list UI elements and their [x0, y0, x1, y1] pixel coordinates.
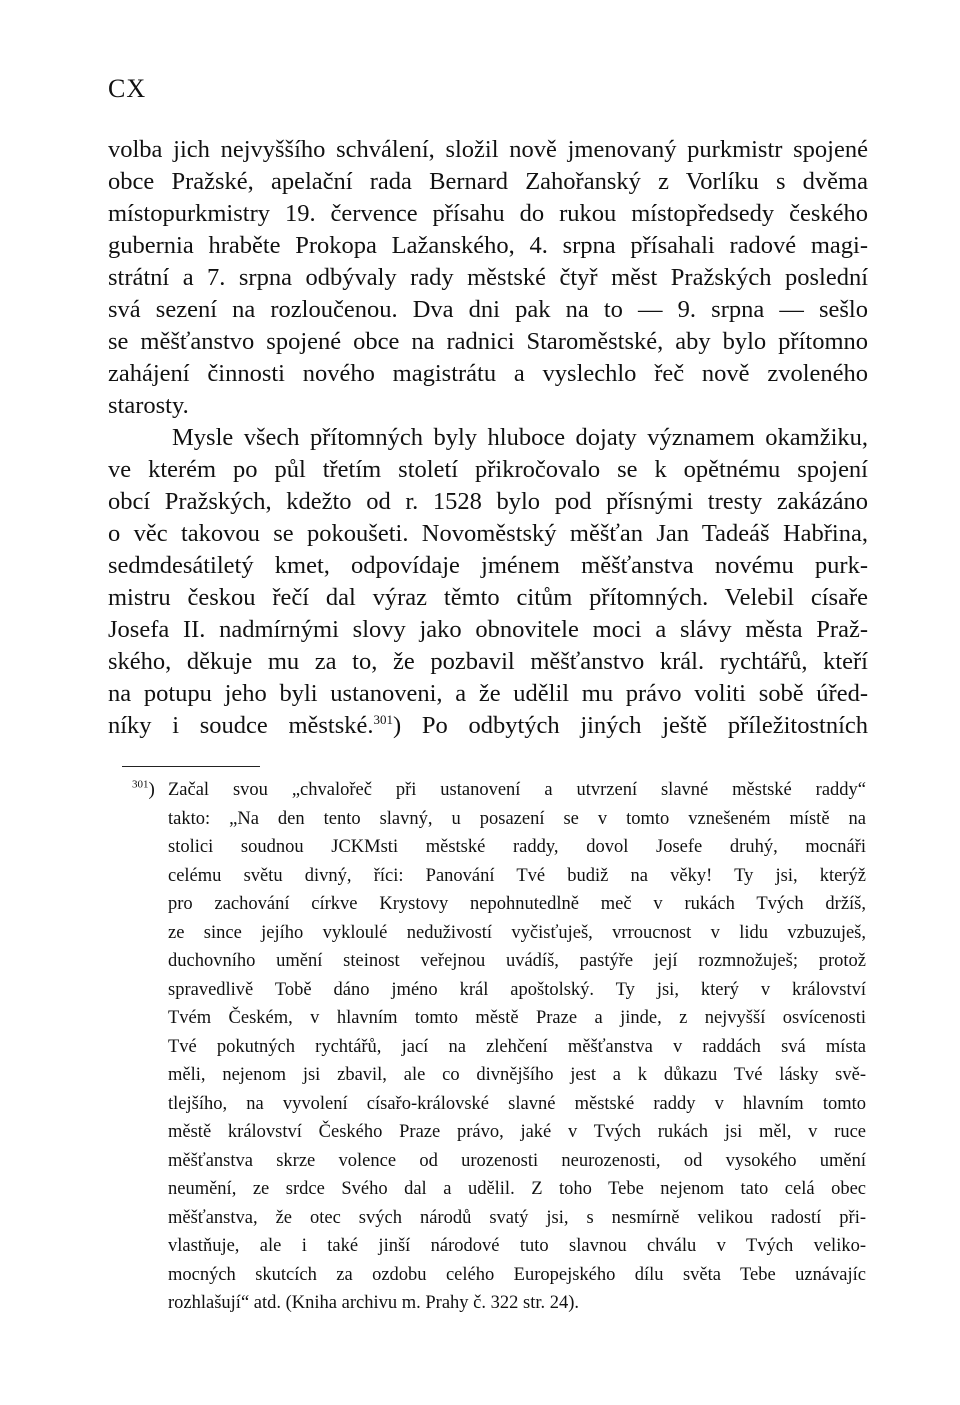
- text-line: obcí Pražských, kdežto od r. 1528 bylo pod přísnými tresty zakázáno: [108, 488, 868, 515]
- footnote-line: tlejšího, na vyvolení císařo-královské slavné městské raddy v hlavním tomto: [168, 1093, 866, 1114]
- footnote-line: rozhlašují“ atd. (Kniha archivu m. Prahy č. 322 str. 24).: [168, 1293, 580, 1313]
- footnote-line: takto: „Na den tento slavný, u posazení se v tomto vznešeném místě na: [168, 808, 866, 829]
- footnote-marker: [132, 776, 155, 805]
- text-line: mistru českou řečí dal výraz těmto citům přítomných. Velebil císaře: [108, 584, 868, 611]
- text-line: ského, děkuje mu za to, že pozbavil měšťanstvo král. rychtářů, kteří: [108, 648, 868, 675]
- text-line: místopurkmistry 19. července přísahu do rukou místopředsedy českého: [108, 200, 868, 227]
- text-line: zahájení činnosti nového magistrátu a vyslechlo řeč nově zvoleného: [108, 360, 868, 387]
- footnote-marker-paren: ): [148, 779, 155, 800]
- text-line: svá sezení na rozloučenou. Dva dni pak na to — 9. srpna — sešlo: [108, 296, 868, 323]
- footnote-line: duchovního umění steinost veřejnou uvádíš, pastýře její rozmnožuješ; protož: [168, 951, 866, 971]
- footnote-line: celému světu divný, říci: Panování Tvé budiž na věky! Ty jsi, kterýž: [168, 865, 866, 886]
- text-line: strátní a 7. srpna odbývaly rady městské čtyř měst Pražských poslední: [108, 264, 868, 291]
- main-text: [108, 134, 868, 742]
- footnote-line: ze since jejího vykloulé neduživostí vyčisťuješ, vrroucnost v lidu vzbuzuješ,: [168, 922, 866, 943]
- footnote-line: městě království Českého Praze právo, jaké v Tvých rukách jsi měl, v ruce: [168, 1122, 866, 1142]
- page-number: CX: [108, 74, 147, 103]
- text-line: Josefa II. nadmírnými slovy jako obnovitele moci a slávy města Praž-: [108, 616, 868, 643]
- footnote-line: vlastňuje, ale i také jinší národové tuto slavnou chválu v Tvých veliko-: [168, 1236, 866, 1256]
- text-line: gubernia hraběte Prokopa Lažanského, 4. srpna přísahali radové magi-: [108, 232, 868, 259]
- text-line-with-footnote-ref: [108, 710, 868, 742]
- footnote-line: měšťanstva, že otec svých národů svatý jsi, s nesmírně velikou radostí při-: [168, 1207, 866, 1228]
- text-line: starosty.: [108, 392, 189, 419]
- text-line: obce Pražské, apelační rada Bernard Zahořanský z Vorlíku s dvěma: [108, 168, 868, 195]
- footnote-line: Tvém Českém, v hlavním tomto městě Praze a jinde, z nejvyšší osvícenosti: [168, 1008, 866, 1028]
- footnote-line: měšťanstva skrze volence od urozenosti neurozenosti, od vysokého umění: [168, 1150, 866, 1171]
- text-line: na potupu jeho byli ustanoveni, a že udělil mu právo voliti sobě úřed-: [108, 680, 868, 707]
- footnote-line: Začal svou „chvalořeč při ustanovení a utvrzení slavné městské raddy“: [168, 780, 866, 800]
- footnote-marker-number: 301: [132, 778, 149, 791]
- footnote-text: [168, 776, 866, 1318]
- footnote-line: Tvé pokutných rychtářů, jací na zlehčení měšťanstva v raddách svá místa: [168, 1036, 866, 1057]
- footnote-line: neumění, ze srdce Svého dal a udělil. Z toho Tebe nejenom tato celá obec: [168, 1179, 866, 1199]
- text-line: ve kterém po půl třetím století přikročovalo se k opětnému spojení: [108, 456, 868, 483]
- text-line: o věc takovou se pokoušeti. Novoměstský měšťan Jan Tadeáš Habřina,: [108, 520, 868, 547]
- footnote-line: mocných skutcích za ozdobu celého Europejského dílu světa Tebe uznávajíc: [168, 1264, 866, 1285]
- text-line: se měšťanstvo spojené obce na radnici Staroměstské, aby bylo přítomno: [108, 328, 868, 355]
- footnote-separator: [122, 766, 260, 767]
- footnote-line: měli, nejenom jsi zbavil, ale co divnějšího jest a k důkazu Tvé lásky svě-: [168, 1065, 866, 1085]
- footnote-reference: 301: [373, 711, 394, 727]
- text-line: volba jich nejvyššího schválení, složil nově jmenovaný purkmistr spojené: [108, 136, 868, 163]
- footnote-line: pro zachování církve Krystovy nepohnutedlně meč v rukách Tvých držíš,: [168, 894, 866, 914]
- footnote-line: spravedlivě Tobě dáno jméno král apoštolský. Ty jsi, který v království: [168, 979, 866, 1000]
- text-line-start: níky i soudce městské.: [108, 712, 374, 739]
- text-line: sedmdesátiletý kmet, odpovídaje jménem měšťanstva novému purk-: [108, 552, 868, 579]
- text-line: Mysle všech přítomných byly hluboce dojaty významem okamžiku,: [172, 424, 868, 451]
- footnote-line: stolici soudnou JCKMsti městské raddy, dovol Josefe druhý, mocnáři: [168, 837, 866, 857]
- text-line-end: ) Po odbytých jiných ještě příležitostních: [393, 712, 868, 739]
